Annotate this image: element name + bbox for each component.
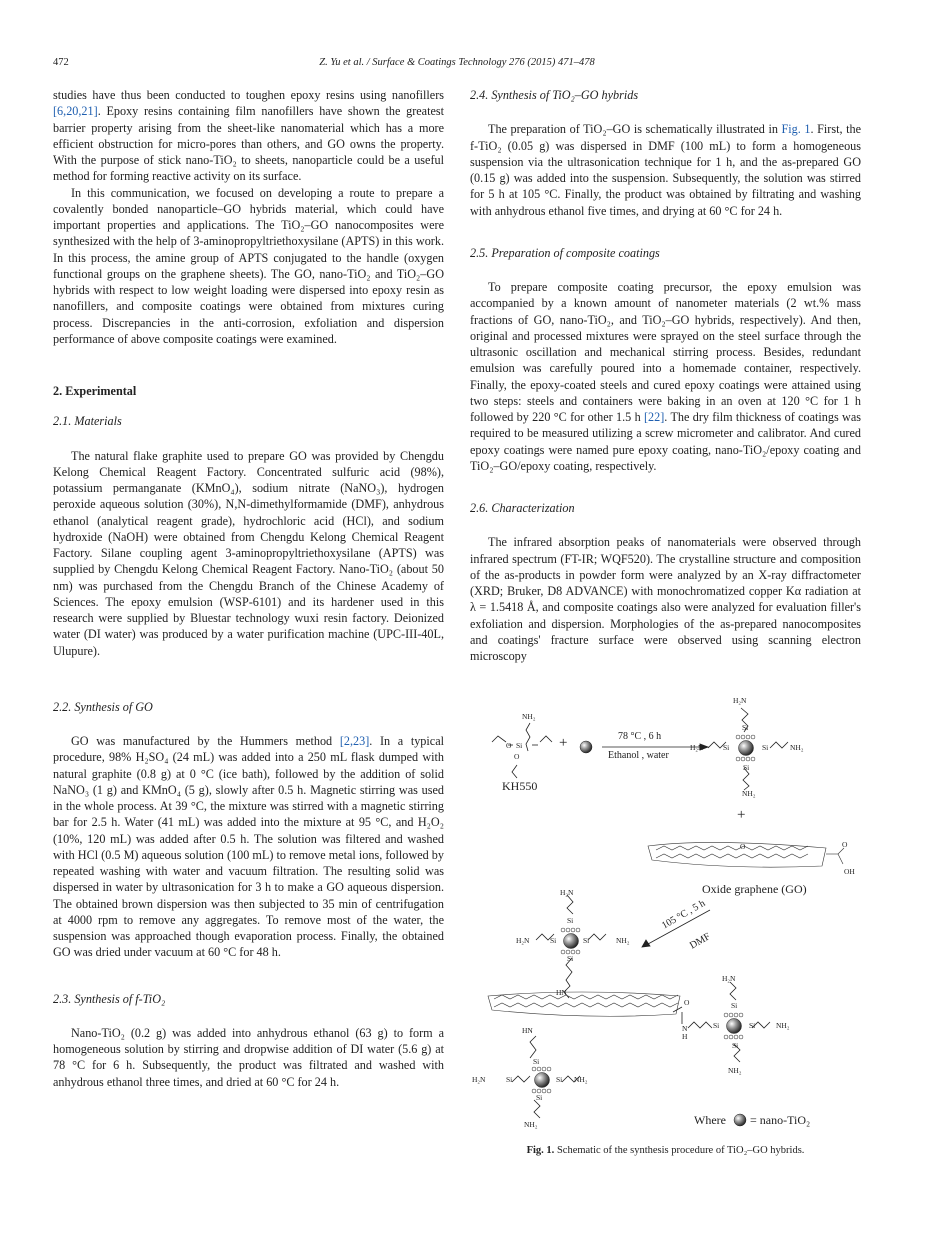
label-h2n: H₂N [733,696,747,705]
label-si: Si [550,936,557,945]
label-h2n: H₂N [472,1075,486,1084]
plus-sign: + [737,807,746,823]
label-nh2: NH₂ [616,936,630,945]
nano-tio2-particle [739,741,754,756]
legend-equals-nano-tio2: = nano-TiO₂ [750,1113,811,1127]
label-graphene-oxide: Oxide graphene (GO) [702,882,807,896]
section-heading-experimental: 2. Experimental [53,384,137,398]
label-si: Si [583,936,590,945]
paragraph-composite-coatings: To prepare composite coating precursor, the epoxy emulsion was accompanied by a known amount of nanometer materials (2 wt.% mass fractions of GO, nano-TiO₂, and TiO₂–GO hybrids, respectively). And then, original and processed mixtures were sprayed on the steel surface through the ultrasonic oscillation and mechanical stirring process. Besides, redundant emulsion was carefully poured into a homemade container, respectively. Finally, the epoxy-coated steels and cured epoxy coatings were attained using two steps: steels and containers were baking in an oven at 120 °C for 1 h followed by 220 °C for other 1.5 h [22]. The dry film thickness of coatings was required to be measured utilizing a screw micrometer and calibrator. And cured epoxy coatings were named pure epoxy coating, nano-TiO₂/epoxy coating and TiO₂–GO/epoxy coating, respectively. [470,280,861,473]
label-kh550: KH550 [502,779,538,793]
label-si: Si [536,1093,543,1102]
label-h2n: H₂N [722,974,736,983]
label-si: Si [567,916,574,925]
subsection-characterization: 2.6. Characterization [470,501,575,515]
label-o: O [684,998,690,1007]
paragraph-communication: In this communication, we focused on developing a route to prepare a covalently bonded nanoparticle–GO hybrids material, which could have important properties and applications. The TiO₂–GO nanocomposites were synthesized with the help of 3-aminopropyltriethoxysilane (APTS) in this work. In this process, the amine group of APTS conjugated to the handle (oxygen functional groups on the graphene sheets). The GO, nano-TiO₂ and TiO₂–GO hybrids with respect to low weight loading were dispersed into epoxy resin as nanofillers, and composite coatings were obtained from mixtures curing process. Discrepancies in the anti-corrosion, exfoliation and dispersion performance of above composite coatings were examined. [53,185,444,346]
figure-caption: Fig. 1. Schematic of the synthesis procedure of TiO₂–GO hybrids. [526,1145,805,1156]
label-nh2: NH₂ [574,1075,588,1084]
label-si: Si [556,1075,563,1084]
kh550-ethoxy-right [540,736,552,742]
nano-tio2-particle [564,934,579,949]
label-n: N [682,1024,688,1033]
condition-solvent-2: DMF [688,931,713,952]
label-o: O [514,752,520,761]
nano-tio2-particle [727,1019,742,1034]
condition-solvent: Ethanol , water [608,750,669,761]
legend-where: Where [694,1113,726,1127]
label-o: O [740,842,746,851]
left-column [53,87,444,1090]
label-nh2: NH₂ [790,743,804,752]
label-si: Si [762,743,769,752]
kh550-ethoxy-bottom [512,765,517,778]
paragraph-synthesis-go: GO was manufactured by the Hummers method [2,23]. In a typical procedure, 98% H₂SO₄ (24 mL) was added into a 250 mL flask dumped with natural graphite (0.8 g) at 0 °C (ice bath), followed by the addition of solid NaNO₃ (1 g) and KMnO₄ (5 g), slowly after 0.5 h. Magnetic stirring was used in the whole process. At 39 °C, the mixture was stirred with a magnetic stirring bar for 2.5 h. Water (41 mL) was added into the mixture at 95 °C, and H₂O₂ (10%, 120 mL) was added after 0.5 h. The solution was filtered and washed with HCl (0.5 M) aqueous solution (100 mL) to remove metal ions, followed by repeated washing with water and vacuum filtration. The resulting solid was dispersed in water by ultrasonication for 3 h to make a GO aqueous dispersion. The obtained brown dispersion was then subjected to 35 min of centrifugation at 4000 rpm to remove any aggregates. To remove most of the water, the suspension was approached though evaporation process. Finally, the obtained GO was dried under vacuum at 60 °C for 48 h. [53,734,444,960]
graphene-hybrid-sheet [488,992,680,1016]
nano-tio2-particle [535,1073,550,1088]
label-si: Si [567,954,574,963]
label-h2n: H₂N [516,936,530,945]
label-si: Si [732,1041,739,1050]
citation-link[interactable]: [22] [643,410,665,424]
paragraph-characterization: The infrared absorption peaks of nanomaterials were observed through infrared spectrum (FT-IR; WQF520). The crystalline structure and composition of the as-products in powder form were analyzed by an X-ray diffractometer (XRD; Bruker, D8 ADVANCE) with monochromatized copper Kα radiation at λ = 1.5418 Å, and composite coatings also were analyzed for evaluation filler's exfoliation and dispersion. Morphologies of the as-prepared nanocomposites and coatings' fracture surface were observed using scanning electron microscopy [470,535,861,663]
label-nh2: NH₂ [742,789,756,798]
label-o: O [842,840,848,849]
legend-nano-tio2-icon [734,1114,746,1126]
figure-1 [470,690,861,1165]
label-si: Si [723,743,730,752]
nano-tio2-particle [580,741,592,753]
citation-link[interactable]: [6,20,21] [53,104,98,119]
label-si: Si [713,1021,720,1030]
label-oh: OH [844,867,855,876]
kh550-propyl-chain [526,723,530,751]
label-nh2: NH₂ [776,1021,790,1030]
subsection-synthesis-ftio2: 2.3. Synthesis of f-TiO₂ [53,991,166,1006]
label-si: Si [749,1021,756,1030]
label-h2n: H₂N [560,888,574,897]
paragraph-synthesis-ftio2: Nano-TiO₂ (0.2 g) was added into anhydrous ethanol (63 g) to form a homogeneous solution by stirring and dropwise addition of DI water (5.6 g) at 78 °C for 6 h. Subsequently, the product was filtrated and washed with anhydrous ethanol three times, and dried at 60 °C for 24 h. [53,1025,444,1089]
label-o: O [506,741,512,750]
label-si: Si [743,763,750,772]
figure-link[interactable]: Fig. 1 [781,122,811,137]
plus-sign: + [559,735,568,751]
subsection-synthesis-hybrids: 2.4. Synthesis of TiO₂–GO hybrids [470,88,639,102]
page-number: 472 [53,57,69,68]
label-hn: HN [556,988,567,997]
citation-link[interactable]: [2,23] [339,734,370,748]
graphene-oxide-sheet [648,842,844,867]
label-si: Si [533,1057,540,1066]
ftio2-chain-right [770,742,788,748]
condition-temp-time: 78 °C , 6 h [618,731,662,742]
label-hn: HN [522,1026,533,1035]
subsection-composite-coatings: 2.5. Preparation of composite coatings [470,245,660,260]
label-si: Si [506,1075,513,1084]
label-h2n: H₂N [690,743,704,752]
label-h: H [682,1032,688,1041]
paragraph-intro-continued: studies have thus been conducted to toughen epoxy resins using nanofillers [6,20,21]. Epoxy resins containing film nanofillers have shown the greatest barrier property arising from the sheet-like nanomaterial which has a more efficient obstruction for micro-pores than others, and GO owns the property. With the purpose of stick nano-TiO₂ to sheets, nanoparticle could be a useful method for forming reactive activity on its surface. [53,88,444,184]
subsection-materials: 2.1. Materials [53,414,122,429]
kh550-ethoxy-left [492,736,506,742]
label-nh2: NH₂ [728,1066,742,1075]
oxygen-ring-markers [532,735,755,1093]
label-nh2: NH₂ [524,1120,538,1129]
condition-temp-time-2: 105 °C , 5 h [660,897,708,932]
right-column [470,87,861,664]
label-si: Si [742,723,749,732]
paragraph-synthesis-hybrids: The preparation of TiO₂–GO is schematically illustrated in Fig. 1. First, the f-TiO₂ (0.05 g) was dispersed in DMF (100 mL) to form a homogeneous suspension via the ultrasonication technique for 1 h, and the as-prepared GO (0.15 g) was added into the suspension. Subsequently, the solution was stirred for 5 h at 105 °C. Finally, the product was obtained by filtrating and washing with anhydrous ethanol five times, and drying at 60 °C for 24 h. [470,122,861,218]
subsection-synthesis-go: 2.2. Synthesis of GO [53,699,153,714]
label-si: Si [731,1001,738,1010]
label-nh2: NH₂ [522,712,536,721]
journal-reference: Z. Yu et al. / Surface & Coatings Technology 276 (2015) 471–478 [319,57,595,68]
running-header [53,57,861,73]
hybrid-chain-a [567,895,573,914]
label-si: Si [516,741,523,750]
paragraph-materials: The natural flake graphite used to prepare GO was provided by Chengdu Kelong Chemical Reagent Factory. Concentrated sulfuric acid (98%), potassium permanganate (KMnO₄), sodium nitrate (NaNO₃), hydrogen peroxide aqueous solution (30%), N,N-dimethylformamide (DMF), anhydrous ethanol (analytical reagent grade), hydrochloric acid (HCl), and sodium hydroxide (NaOH) were obtained from Chengdu Kelong Chemical Reagent Factory. Silane coupling agent 3-aminopropyltriethoxysilane (APTS) was supplied by Chengdu Kelong Chemical Reagent Factory. Nano-TiO₂ (about 50 nm) was purchased from the Chengdu Branch of the Chinese Academy of Sciences. The epoxy emulsion (WSP-6101) and its hardener used in this research were supplied by Bluestar technology wuxi resin factory. Deionized water (DI water) was produced by a water purification machine (UPC-III-40L, Ulupure). [53,448,444,658]
